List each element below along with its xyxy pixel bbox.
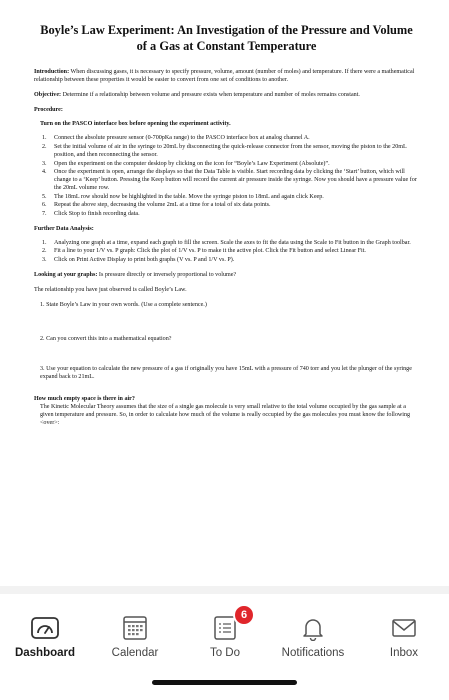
list-item: 4. Once the experiment is open, arrange the displays so that the Data Table is visible. Start recording data by clicking the ‘Start’ button, which will change to a ‘Keep’ button. Pressing the Keep button will record the current air pressure inside the syringe. Now you should have a pressure value for the 20mL volume row.: [42, 169, 417, 192]
tab-notifications[interactable]: [268, 614, 358, 664]
question-2: 2. Can you convert this into a mathematical equation?: [40, 335, 172, 342]
objective-paragraph: [34, 91, 419, 99]
tab-notifications-label: Notifications: [281, 647, 345, 659]
introduction-label: Introduction:: [34, 69, 70, 76]
bottom-tab-bar: [0, 594, 449, 700]
objective-text: Determine if a relationship between volume and pressure exists when temperature and number of moles remains constant.: [61, 92, 360, 99]
dashboard-gauge-icon: [29, 614, 61, 642]
introduction-paragraph: [34, 68, 419, 84]
document-title: Boyle’s Law Experiment: An Investigation of the Pressure and Volume of a Gas at Constant Temperature: [40, 23, 413, 54]
home-indicator[interactable]: [152, 680, 297, 685]
objective-label: Objective:: [34, 92, 62, 99]
bell-icon: [297, 614, 329, 642]
further-analysis-list: [40, 239, 419, 264]
list-item: 6. Repeat the above step, decreasing the volume 2mL at a time for a total of six data points.: [42, 202, 271, 209]
content-divider: [0, 586, 449, 594]
tab-dashboard-label: Dashboard: [14, 647, 76, 659]
list-item: 5. The 18mL row should now be highlighted in the table. Move the syringe piston to 18mL and again click Keep.: [42, 193, 324, 200]
looking-text: Is pressure directly or inversely proportional to volume?: [97, 271, 237, 278]
list-item: 2. Set the initial volume of air in the syringe to 20mL by disconnecting the quick-release connector from the sensor, moving the piston to the 20mL position, and then reconnecting the sensor.: [42, 143, 407, 158]
empty-space-heading: How much empty space is there in air?: [34, 396, 135, 403]
todo-count-badge: 6: [233, 604, 255, 626]
envelope-icon: [388, 614, 420, 642]
tab-calendar-label: Calendar: [111, 647, 159, 659]
looking-label: Looking at your graphs:: [34, 271, 98, 278]
list-item: 1. Connect the absolute pressure sensor (0-700pKa range) to the PASCO interface box at analog channel A.: [42, 135, 310, 142]
list-item: 1. Analyzing one graph at a time, expand each graph to fill the screen. Scale the axes to fit the data using the Scale to Fit button in the Graph toolbar.: [42, 239, 411, 246]
introduction-text: When discussing gases, it is necessary to specify pressure, volume, amount (number of moles) and temperature. If there were a mathematical relationship between these properties it would be easier to convert from one set of conditions to another.: [34, 69, 415, 84]
empty-space-text: The Kinetic Molecular Theory assumes that the size of a single gas molecule is very small relative to the total volume occupied by the gas sample at a given temperature and pressure. So, in order to calculate how much of the volume is really occupied by the gas molecules you must know the following <over>:: [40, 404, 411, 427]
calendar-icon: [119, 614, 151, 642]
tab-calendar[interactable]: [90, 614, 180, 664]
tab-inbox-label: Inbox: [389, 647, 419, 659]
list-item: 3. Click on Print Active Display to print both graphs (V vs. P and 1/V vs. P).: [42, 256, 235, 263]
procedure-subheading: Turn on the PASCO interface box before opening the experiment activity.: [40, 121, 231, 128]
looking-paragraph: [34, 271, 419, 279]
question-1: 1. State Boyle’s Law in your own words. (Use a complete sentence.): [40, 301, 207, 308]
tab-todo[interactable]: [180, 609, 270, 664]
list-item: 7. Click Stop to finish recording data.: [42, 210, 140, 217]
list-item: 2. Fit a line to your 1/V vs. P graph: Click the plot of 1/V vs. P to make it the active plot. Click the Fit button and select Linear Fit.: [42, 248, 366, 255]
question-3: 3. Use your equation to calculate the new pressure of a gas if originally you have 15mL with a pressure of 740 torr and you let the plunger of the syringe expand back to 21mL.: [40, 365, 412, 380]
tab-todo-label: To Do: [209, 647, 241, 659]
procedure-list: [40, 134, 419, 217]
todo-list-icon: [209, 609, 248, 642]
tab-inbox[interactable]: [359, 614, 449, 664]
list-item: 3. Open the experiment on the computer desktop by clicking on the icon for “Boyle’s Law Experiment (Absolute)”.: [42, 160, 330, 167]
procedure-heading: Procedure:: [34, 107, 63, 114]
relationship-text: The relationship you have just observed is called Boyle’s Law.: [34, 286, 187, 293]
tab-dashboard[interactable]: [0, 614, 90, 664]
further-analysis-heading: Further Data Analysis:: [34, 225, 94, 232]
